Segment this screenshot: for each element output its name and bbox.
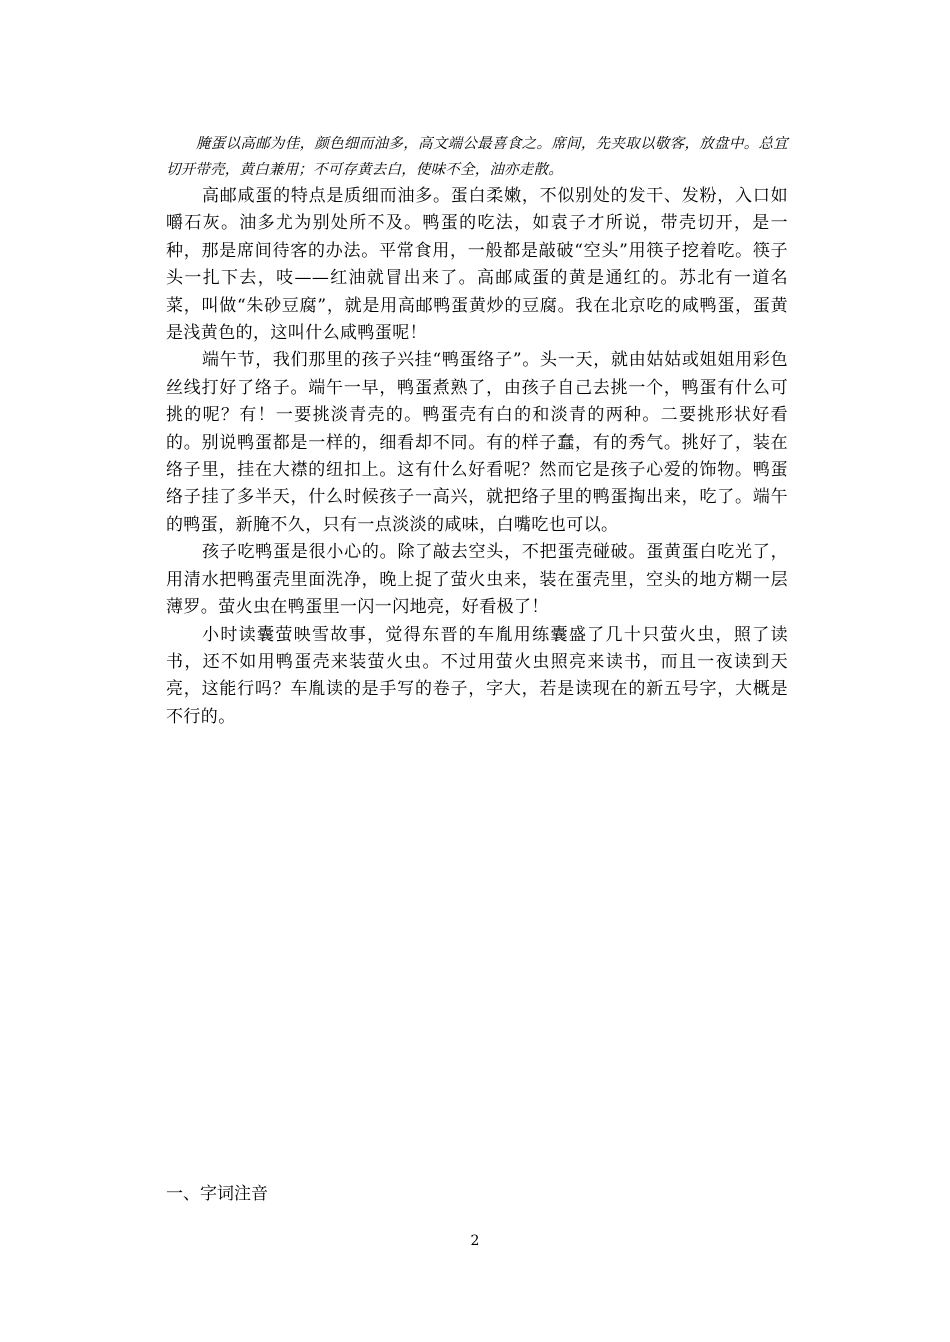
essay-body (166, 183, 788, 731)
page-number: 2 (470, 1233, 480, 1249)
paragraph-2: 端午节，我们那里的孩子兴挂“鸭蛋络子”。头一天，就由姑姑或姐姐用彩色丝线打好了络子。端午一早，鸭蛋煮熟了，由孩子自己去挑一个，鸭蛋有什么可挑的呢？有！一要挑淡青壳的。鸭蛋壳有白的和淡青的两种。二要挑形状好看的。别说鸭蛋都是一样的，细看却不同。有的样子蠢，有的秀气。挑好了，装在络子里，挂在大襟的纽扣上。这有什么好看呢？然而它是孩子心爱的饰物。鸭蛋络子挂了多半天，什么时候孩子一高兴，就把络子里的鸭蛋掏出来，吃了。端午的鸭蛋，新腌不久，只有一点淡淡的咸味，白嘴吃也可以。 (166, 350, 788, 535)
paragraph-1: 高邮咸蛋的特点是质细而油多。蛋白柔嫩，不似别处的发干、发粉，入口如嚼石灰。油多尤为别处所不及。鸭蛋的吃法，如袁子才所说，带壳切开，是一种，那是席间待客的办法。平常食用，一般都是敲破“空头”用筷子挖着吃。筷子头一扎下去，吱——红油就冒出来了。高邮咸蛋的黄是通红的。苏北有一道名菜，叫做“朱砂豆腐”，就是用高邮鸭蛋黄炒的豆腐。我在北京吃的咸鸭蛋，蛋黄是浅黄色的，这叫什么咸鸭蛋呢！ (166, 186, 788, 344)
quoted-passage: 腌蛋以高邮为佳，颜色细而油多，高文端公最喜食之。席间，先夹取以敬客，放盘中。总宜切开带壳，黄白兼用；不可存黄去白，使味不全，油亦走散。 (166, 136, 788, 178)
paragraph-3: 孩子吃鸭蛋是很小心的。除了敲去空头，不把蛋壳碰破。蛋黄蛋白吃光了，用清水把鸭蛋壳里面洗净，晚上捉了萤火虫来，装在蛋壳里，空头的地方糊一层薄罗。萤火虫在鸭蛋里一闪一闪地亮，好看极了！ (166, 542, 788, 618)
paragraph-4: 小时读囊萤映雪故事，觉得东晋的车胤用练囊盛了几十只萤火虫，照了读书，还不如用鸭蛋壳来装萤火虫。不过用萤火虫照亮来读书，而且一夜读到天亮，这能行吗？车胤读的是手写的卷子，字大，若是读现在的新五号字，大概是不行的。 (166, 624, 788, 727)
section-heading: 一、字词注音 (166, 1184, 268, 1204)
